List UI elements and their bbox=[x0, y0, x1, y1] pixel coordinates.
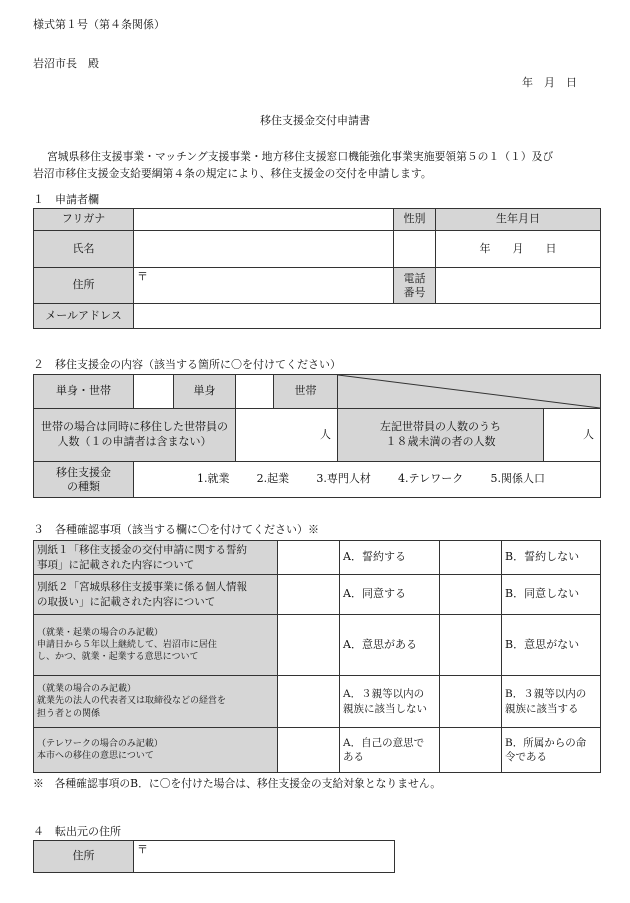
confirm-row-5-a-text: A．自己の意思で ある bbox=[340, 728, 440, 773]
phone-field[interactable] bbox=[436, 268, 601, 304]
furigana-label: フリガナ bbox=[34, 209, 134, 231]
household-label: 世帯 bbox=[274, 375, 338, 409]
confirm-row-1-a-mark[interactable] bbox=[278, 541, 340, 575]
address-label: 住所 bbox=[34, 268, 134, 304]
confirm-row-5-a-mark[interactable] bbox=[278, 728, 340, 773]
previous-address-field[interactable] bbox=[134, 841, 395, 873]
household-circle-cell[interactable] bbox=[236, 375, 274, 409]
section3-note: ※ 各種確認事項のB．に〇を付けた場合は、移住支援金の支給対象となりません。 bbox=[33, 777, 442, 790]
section1-heading: １ 申請者欄 bbox=[33, 193, 99, 206]
confirm-row-5-label: （テレワークの場合のみ記載） 本市への移住の意思について bbox=[34, 728, 278, 773]
confirm-row-4-b-text: B．３親等以内の 親族に該当する bbox=[502, 676, 601, 728]
confirm-row-1-label: 別紙１「移住支援金の交付申請に関する誓約 事項」に記載された内容について bbox=[34, 541, 278, 575]
section2-heading: ２ 移住支援金の内容（該当する箇所に〇を付けてください） bbox=[33, 358, 341, 371]
address-field[interactable] bbox=[134, 268, 394, 304]
confirm-row-2-a-text: A．同意する bbox=[340, 575, 440, 615]
confirm-row-3-a-text: A．意思がある bbox=[340, 615, 440, 676]
confirm-row-5-b-mark[interactable] bbox=[440, 728, 502, 773]
email-field[interactable] bbox=[134, 304, 601, 329]
confirm-row-1-b-mark[interactable] bbox=[440, 541, 502, 575]
gender-label: 性別 bbox=[394, 209, 436, 231]
date-line: 年 月 日 bbox=[522, 76, 577, 89]
confirm-row-3-b-mark[interactable] bbox=[440, 615, 502, 676]
single-label: 単身 bbox=[174, 375, 236, 409]
confirm-row-2-b-text: B．同意しない bbox=[502, 575, 601, 615]
addressee: 岩沼市長 殿 bbox=[33, 57, 99, 70]
previous-address-table bbox=[33, 840, 395, 873]
phone-label: 電話 番号 bbox=[394, 268, 436, 304]
type-startup[interactable]: 2.起業 bbox=[256, 472, 290, 486]
name-field[interactable] bbox=[134, 231, 394, 268]
confirm-row-5-b-text: B．所属からの命 令である bbox=[502, 728, 601, 773]
name-label: 氏名 bbox=[34, 231, 134, 268]
postal-mark: 〒 bbox=[137, 843, 148, 856]
diagonal-line bbox=[338, 375, 600, 408]
confirm-row-2-b-mark[interactable] bbox=[440, 575, 502, 615]
confirm-row-4-b-mark[interactable] bbox=[440, 676, 502, 728]
applicant-table bbox=[33, 208, 601, 329]
single-household-label: 単身・世帯 bbox=[34, 375, 134, 409]
confirm-row-2-a-mark[interactable] bbox=[278, 575, 340, 615]
confirm-row-1-a-text: A．誓約する bbox=[340, 541, 440, 575]
members-label: 世帯の場合は同時に移住した世帯員の 人数（１の申請者は含まない） bbox=[34, 409, 236, 462]
type-telework[interactable]: 4.テレワーク bbox=[398, 472, 464, 486]
postal-mark: 〒 bbox=[137, 270, 148, 283]
form-title: 移住支援金交付申請書 bbox=[260, 114, 370, 127]
support-type-options bbox=[134, 462, 601, 498]
confirmation-table bbox=[33, 540, 601, 773]
furigana-field[interactable] bbox=[134, 209, 394, 231]
intro-line-2: 岩沼市移住支援金支給要綱第４条の規定により、移住支援金の交付を申請します。 bbox=[33, 167, 432, 180]
under18-label: 左記世帯員の人数のうち １８歳未満の者の人数 bbox=[338, 409, 544, 462]
gender-field[interactable] bbox=[394, 231, 436, 268]
under18-count-field[interactable]: 人 bbox=[544, 409, 601, 462]
confirm-row-3-a-mark[interactable] bbox=[278, 615, 340, 676]
confirm-row-2-label: 別紙２「宮城県移住支援事業に係る個人情報 の取扱い」に記載された内容について bbox=[34, 575, 278, 615]
email-label: メールアドレス bbox=[34, 304, 134, 329]
intro-line-1: 宮城県移住支援事業・マッチング支援事業・地方移住支援窓口機能強化事業実施要領第５の１（１）及び bbox=[47, 150, 554, 163]
support-content-table bbox=[33, 374, 601, 498]
members-count-field[interactable]: 人 bbox=[236, 409, 338, 462]
confirm-row-4-label: （就業の場合のみ記載） 就業先の法人の代表者又は取締役などの経営を 担う者との関係 bbox=[34, 676, 278, 728]
type-employment[interactable]: 1.就業 bbox=[197, 472, 230, 486]
single-circle-cell[interactable] bbox=[134, 375, 174, 409]
form-number: 様式第１号（第４条関係） bbox=[33, 18, 165, 31]
confirm-row-4-a-text: A．３親等以内の 親族に該当しない bbox=[340, 676, 440, 728]
birthdate-field[interactable]: 年 月 日 bbox=[436, 231, 601, 268]
confirm-row-3-b-text: B．意思がない bbox=[502, 615, 601, 676]
diagonal-cell bbox=[338, 375, 601, 409]
support-type-label: 移住支援金 の種類 bbox=[34, 462, 134, 498]
confirm-row-1-b-text: B．誓約しない bbox=[502, 541, 601, 575]
birthdate-label: 生年月日 bbox=[436, 209, 601, 231]
section3-heading: ３ 各種確認事項（該当する欄に〇を付けてください）※ bbox=[33, 523, 319, 536]
section4-heading: ４ 転出元の住所 bbox=[33, 825, 121, 838]
type-related-population[interactable]: 5.関係人口 bbox=[490, 472, 545, 486]
confirm-row-3-label: （就業・起業の場合のみ記載） 申請日から５年以上継続して、岩沼市に居住 し、かつ、就業・起業する意思について bbox=[34, 615, 278, 676]
type-specialist[interactable]: 3.専門人材 bbox=[316, 472, 371, 486]
previous-address-label: 住所 bbox=[34, 841, 134, 873]
confirm-row-4-a-mark[interactable] bbox=[278, 676, 340, 728]
